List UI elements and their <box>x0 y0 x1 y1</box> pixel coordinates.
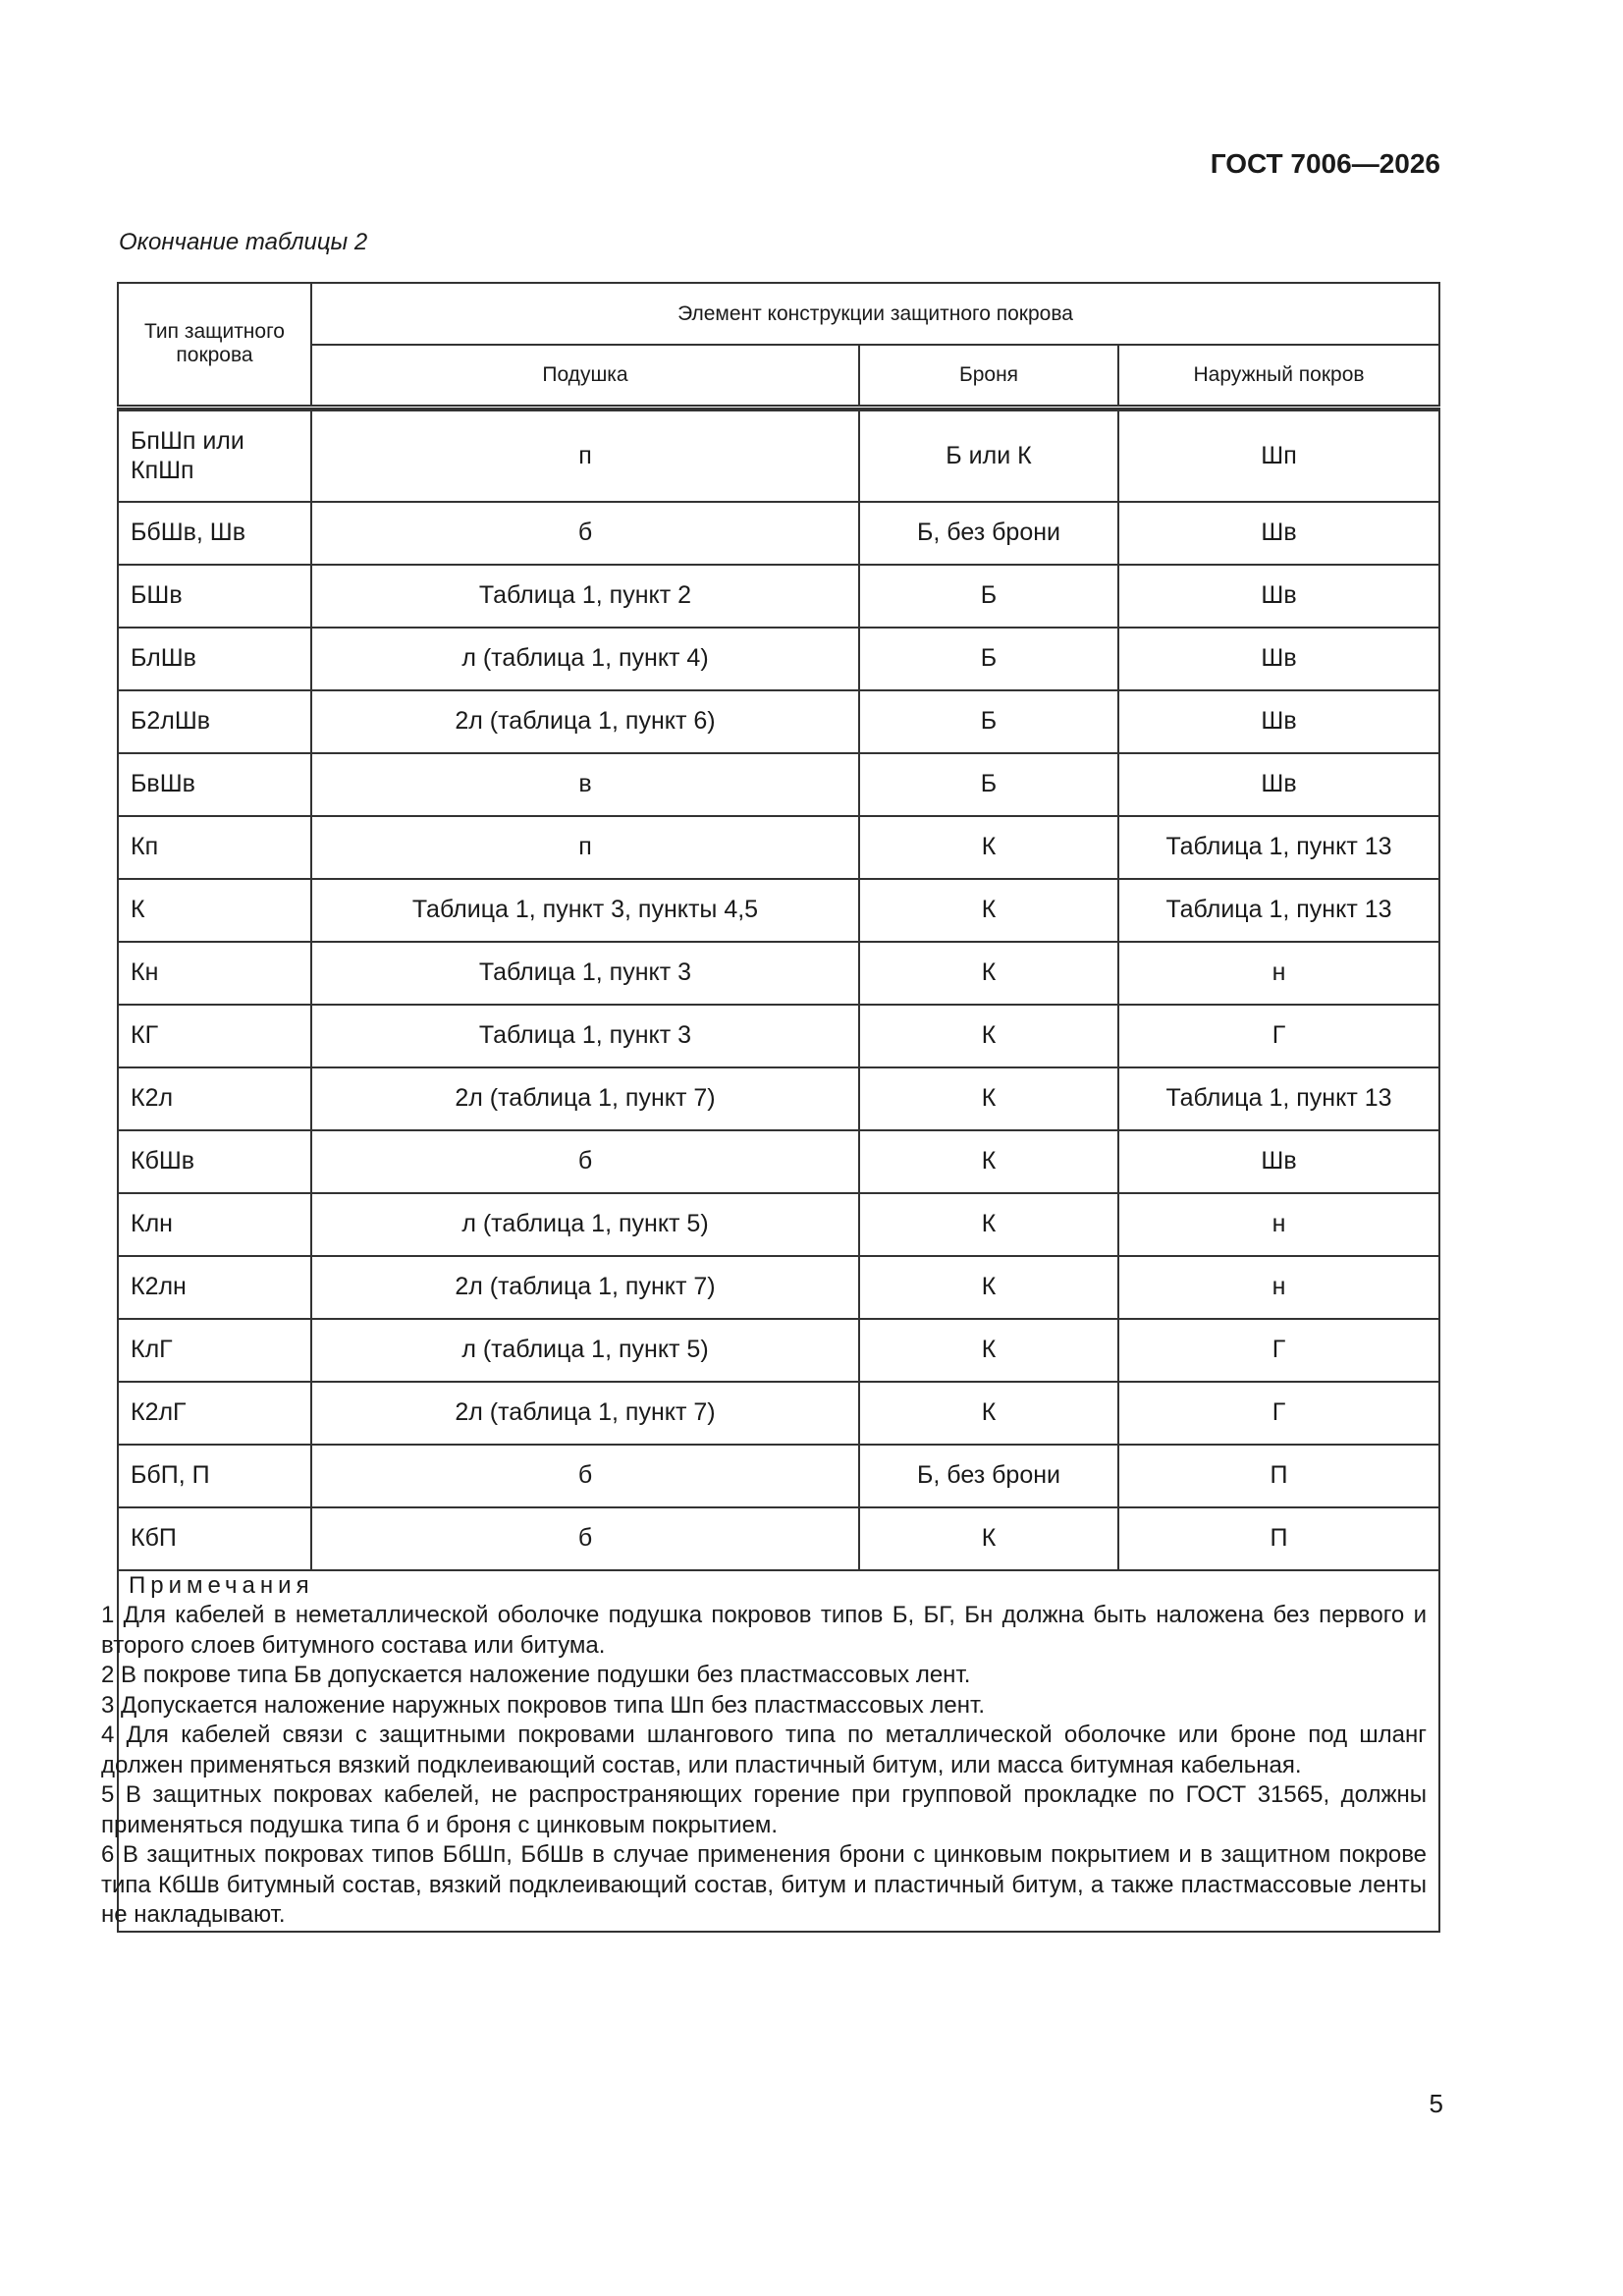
cell-outer-cover: Шв <box>1118 502 1439 565</box>
cell-podushka: л (таблица 1, пункт 4) <box>311 628 859 690</box>
table-row <box>118 1319 1439 1382</box>
page-number: 5 <box>1429 2089 1443 2118</box>
cell-bronya: Б <box>859 690 1118 753</box>
cell-cover-type: КбШв <box>118 1130 311 1193</box>
cell-bronya: К <box>859 1256 1118 1319</box>
cable-cover-table <box>101 282 1440 1933</box>
cell-bronya: К <box>859 1130 1118 1193</box>
cell-cover-type: БбП, П <box>118 1445 311 1507</box>
cell-bronya: К <box>859 1067 1118 1130</box>
cell-cover-type: Б2лШв <box>118 690 311 753</box>
cell-outer-cover: Г <box>1118 1319 1439 1382</box>
cell-podushka: б <box>311 502 859 565</box>
cell-cover-type: БШв <box>118 565 311 628</box>
cell-cover-type: КлГ <box>118 1319 311 1382</box>
cell-cover-type: К <box>118 879 311 942</box>
cell-podushka: п <box>311 410 859 502</box>
header-cover-type: Тип защитного покрова <box>118 283 311 407</box>
cell-bronya: К <box>859 879 1118 942</box>
cell-cover-type: КбП <box>118 1507 311 1570</box>
table-row <box>118 628 1439 690</box>
header-outer-cover: Наружный покров <box>1118 345 1439 407</box>
cell-cover-type: К2л <box>118 1067 311 1130</box>
table-row <box>118 502 1439 565</box>
cell-outer-cover: н <box>1118 1256 1439 1319</box>
cell-cover-type: БбШв, Шв <box>118 502 311 565</box>
note-item: 1 Для кабелей в неметаллической оболочке подушка покровов типов Б, БГ, Бн должна быть наложена без первого и второго слоев битумного состава или битума. <box>101 1602 1428 1659</box>
cell-bronya: Б, без брони <box>859 1445 1118 1507</box>
cell-cover-type: БлШв <box>118 628 311 690</box>
cell-podushka: б <box>311 1130 859 1193</box>
cell-bronya: Б <box>859 753 1118 816</box>
cell-cover-type: К2лн <box>118 1256 311 1319</box>
cell-bronya: Б <box>859 628 1118 690</box>
cell-bronya: К <box>859 1319 1118 1382</box>
cell-podushka: 2л (таблица 1, пункт 7) <box>311 1382 859 1445</box>
table-caption: Окончание таблицы 2 <box>119 229 368 255</box>
cell-cover-type: Кн <box>118 942 311 1005</box>
cell-podushka: п <box>311 816 859 879</box>
cell-cover-type: К2лГ <box>118 1382 311 1445</box>
cell-outer-cover: П <box>1118 1507 1439 1570</box>
cell-cover-type: Клн <box>118 1193 311 1256</box>
cell-outer-cover: Шв <box>1118 690 1439 753</box>
cell-outer-cover: Шв <box>1118 565 1439 628</box>
cell-podushka: в <box>311 753 859 816</box>
table-row <box>118 1130 1439 1193</box>
cell-outer-cover: Таблица 1, пункт 13 <box>1118 1067 1439 1130</box>
table-row <box>118 565 1439 628</box>
cell-outer-cover: П <box>1118 1445 1439 1507</box>
cell-bronya: К <box>859 1005 1118 1067</box>
cell-podushka: б <box>311 1445 859 1507</box>
cell-podushka: 2л (таблица 1, пункт 7) <box>311 1256 859 1319</box>
table-row <box>118 690 1439 753</box>
cell-bronya: К <box>859 1382 1118 1445</box>
cell-outer-cover: Таблица 1, пункт 13 <box>1118 879 1439 942</box>
cell-bronya: К <box>859 816 1118 879</box>
notes-title: Примечания <box>129 1571 314 1599</box>
cell-outer-cover: Шв <box>1118 628 1439 690</box>
note-item: 4 Для кабелей связи с защитными покровами шлангового типа по металлической оболочке или броне под шланг должен применяться вязкий подклеивающий состав, или пластичный битум, или масса битумная кабельная. <box>101 1722 1428 1778</box>
table-row <box>118 1193 1439 1256</box>
table-row <box>118 1382 1439 1445</box>
table-row <box>118 816 1439 879</box>
header-bronya: Броня <box>859 345 1118 407</box>
cell-bronya: К <box>859 1507 1118 1570</box>
note-item: 2 В покрове типа Бв допускается наложение подушки без пластмассовых лент. <box>101 1662 971 1688</box>
note-item: 6 В защитных покровах типов БбШп, БбШв в случае применения брони с цинковым покрытием и в защитном покрове типа КбШв битумный состав, вязкий подклеивающий состав, битум и пластичный битум, а также пластмассовые ленты не накладывают. <box>101 1841 1428 1928</box>
header-construction-element: Элемент конструкции защитного покрова <box>311 283 1439 345</box>
cell-outer-cover: Шв <box>1118 1130 1439 1193</box>
table-row <box>118 879 1439 942</box>
cell-outer-cover: Шп <box>1118 410 1439 502</box>
cell-podushka: 2л (таблица 1, пункт 6) <box>311 690 859 753</box>
cell-podushka: б <box>311 1507 859 1570</box>
cell-cover-type: КГ <box>118 1005 311 1067</box>
notes-block <box>101 1570 1439 1932</box>
cell-podushka: Таблица 1, пункт 2 <box>311 565 859 628</box>
cell-outer-cover: н <box>1118 1193 1439 1256</box>
table-row <box>118 1445 1439 1507</box>
cell-outer-cover: Шв <box>1118 753 1439 816</box>
cell-podushka: Таблица 1, пункт 3, пункты 4,5 <box>311 879 859 942</box>
cell-outer-cover: Г <box>1118 1382 1439 1445</box>
cell-bronya: Б, без брони <box>859 502 1118 565</box>
table-row <box>118 1067 1439 1130</box>
cell-outer-cover: Г <box>1118 1005 1439 1067</box>
header-podushka: Подушка <box>311 345 859 407</box>
cell-podushka: Таблица 1, пункт 3 <box>311 942 859 1005</box>
cell-cover-type: БвШв <box>118 753 311 816</box>
cell-podushka: л (таблица 1, пункт 5) <box>311 1193 859 1256</box>
note-item: 3 Допускается наложение наружных покровов типа Шп без пластмассовых лент. <box>101 1691 986 1719</box>
note-item: 5 В защитных покровах кабелей, не распространяющих горение при групповой прокладке по ГОСТ 31565, должны применяться подушка типа б и броня с цинковым покрытием. <box>101 1781 1428 1838</box>
cell-outer-cover: н <box>1118 942 1439 1005</box>
cell-cover-type: Кп <box>118 816 311 879</box>
table-row <box>118 410 1439 502</box>
cell-podushka: Таблица 1, пункт 3 <box>311 1005 859 1067</box>
cell-cover-type: БпШп или КпШп <box>118 410 311 502</box>
cell-bronya: К <box>859 942 1118 1005</box>
standard-number: ГОСТ 7006—2026 <box>1210 148 1440 179</box>
table-row <box>118 1256 1439 1319</box>
cell-bronya: Б <box>859 565 1118 628</box>
table-row <box>118 1005 1439 1067</box>
table-row <box>118 753 1439 816</box>
table-row <box>118 942 1439 1005</box>
cell-bronya: Б или К <box>859 410 1118 502</box>
cell-bronya: К <box>859 1193 1118 1256</box>
cell-outer-cover: Таблица 1, пункт 13 <box>1118 816 1439 879</box>
cell-podushka: л (таблица 1, пункт 5) <box>311 1319 859 1382</box>
table-row <box>118 1507 1439 1570</box>
cell-podushka: 2л (таблица 1, пункт 7) <box>311 1067 859 1130</box>
